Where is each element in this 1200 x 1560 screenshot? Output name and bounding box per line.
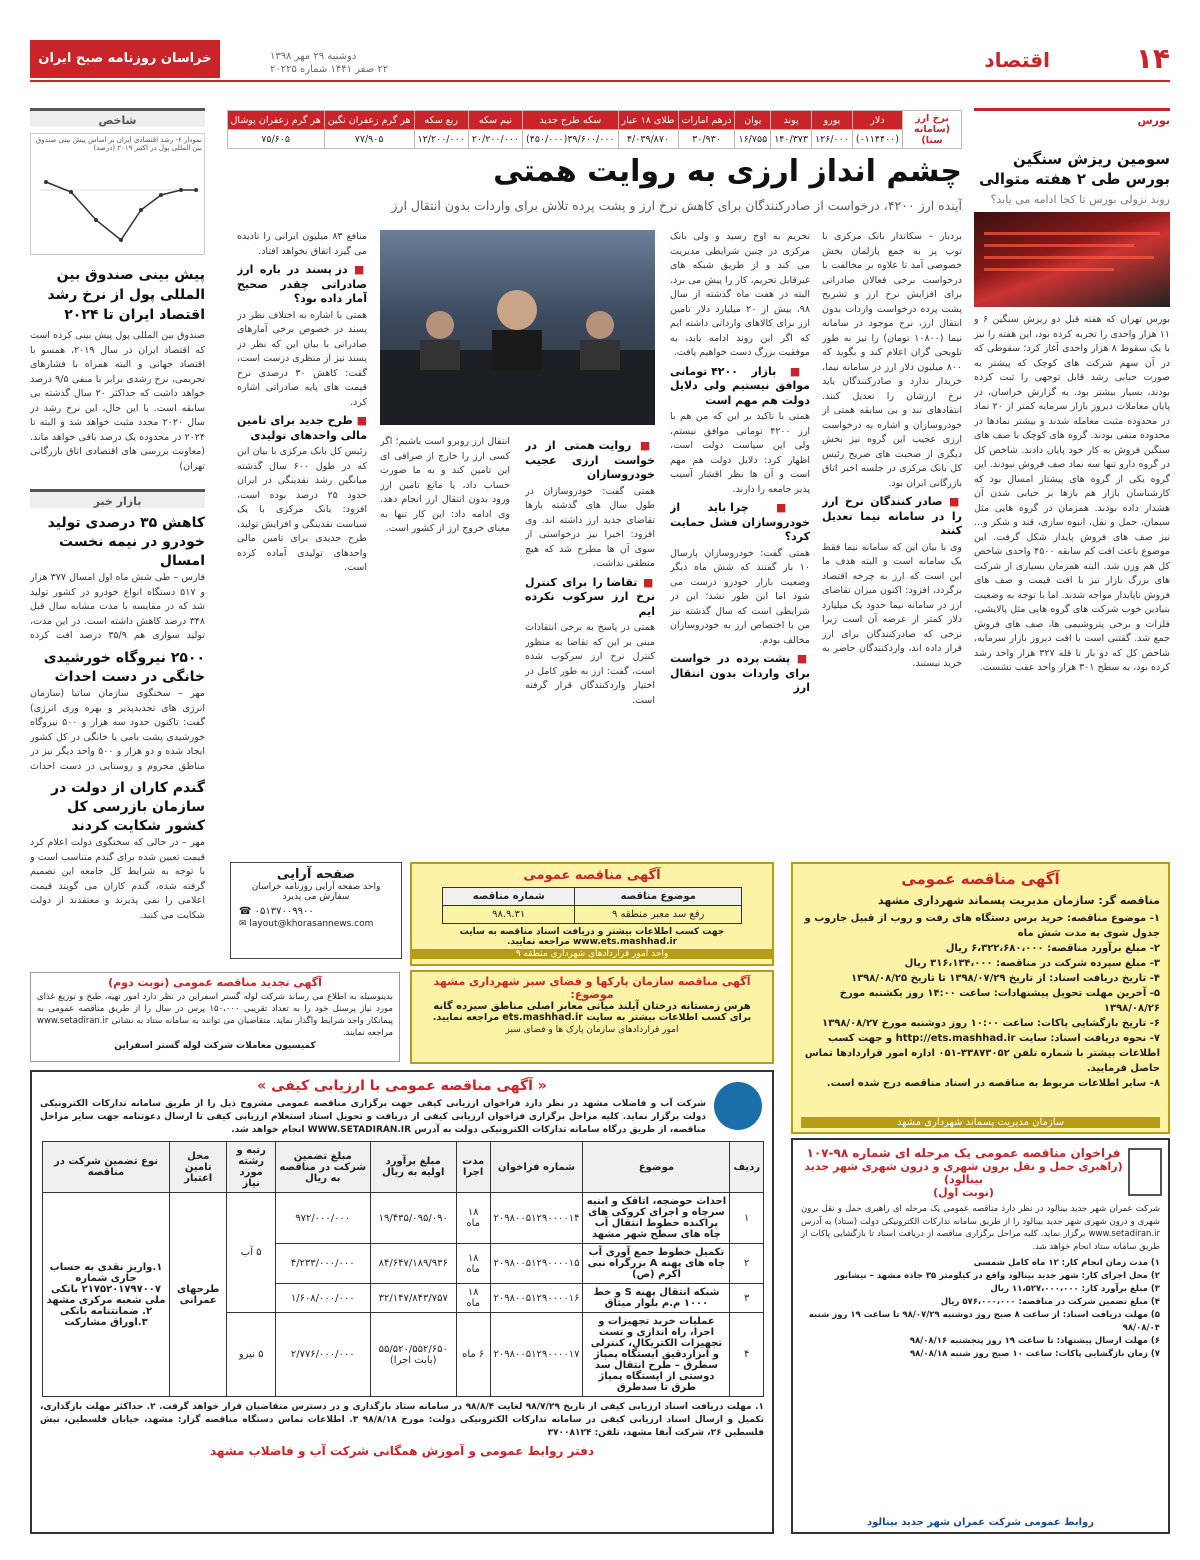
list-item: ۳) مبلغ برآورد کار: ۱۱،۵۲۷،۰۰۰،۰۰۰ ریال — [990, 1284, 1160, 1294]
main-col-4: انتقال ارز روبرو است باشیم؛ اگر کسی ارز را خارج از صرافی ای این تامین کند و به ما صورت حساب داد، یا مانع تامین ارز ورود بدون انتقال ارز انجام دهد. وی ادامه داد: این کار تنها به معنای خروج ارز از کشور است. — [380, 436, 510, 534]
water-table — [42, 1141, 764, 1397]
bourse-photo — [974, 212, 1170, 307]
wheat-body: مهر – در حالی که سخنگوی دولت اعلام کرد قیمت تعیین شده برای گندم متناسب است و با توجه به شرایط کل جامعه این تصمیم گرفته شده، گندم کاران می گویند قیمت اعلامی را نمی پذیرند و معتقدند از دولت شکایت می کنند. — [30, 837, 205, 921]
solar-headline: ۲۵۰۰ نیروگاه خورشیدی خانگی در دست احداث — [43, 650, 205, 685]
main-subheadline: آینده ارز ۴۲۰۰، درخواست از صادرکنندگان برای کاهش نرخ ارز و پشت پرده تلاش برای واردات بدون انتقال ارز — [391, 198, 962, 213]
car-headline: کاهش ۳۵ درصدی تولید خودرو در نیمه نخست امسال — [47, 515, 205, 569]
rate-value: ۷۷/۹۰۵ — [324, 130, 414, 149]
table-cell: ۱۸ ماه — [456, 1284, 490, 1313]
ad-layout-phone: ☎ ۰۵۱۳۷۰۰۹۹۰۰ — [239, 906, 314, 917]
page-number: ۱۴ — [1135, 42, 1170, 75]
ad-water-tender: « آگهی مناقصه عمومی با ارزیابی کیفی » شرکت آب و فاضلاب مشهد در نظر دارد فراخوان ارزیابی کیفی جهت برگزاری مناقصه عمومی مشروح ذیل را از طریق سامانه تدارکات الکترونیکی دولت برگزار نماید. کلیه مراحل برگزاری فراخوان ارزیابی کیفی از دریافت و تحویل اسناد استعلام ارزیابی کیفی تا ارسال دعوتنامه جهت سایر مراحل مناقصه، از طریق درگاه سامانه تدارکات الکترونیکی دولت به آدرس WWW.SETADIRAN.IR انجام خواهد شد. ردیف موضوع شماره فراخوان مدت اجرا مبلغ برآورد اولیه به ریال مبلغ تضمین شرکت در مناقصه به ریال رتبه و رشته مورد نیاز محل تامین اعتبار نوع تضمین شرکت در مناقصه ۱ احداث حوضچه، اتاقک و ابنیه سرچاه و اجرای کروکی های پراکنده خطوط انتقال آب چاه های سطح شهر مشهد ۲۰۹۸۰۰۵۱۲۹۰۰۰۰۱۴ ۱۸ ماه ۱۹/۴۳۵/۰۹۵/۰۹۰ ۹۷۲/۰۰۰/۰۰۰ ۵ آب طرحهای عمرانی ۱.واریز نقدی به حساب جاری شماره ۲۱۷۵۲۰۱۷۹۷۰۰۷ بانکی ملی شعبه مرکزی مشهد ۲. ضمانتنامه بانکی ۳.اوراق مشارکت ۲ تکمیل خطوط جمع آوری آب چاه های پهنه A بزرگراه نبی اکرم (ص) ۲۰۹۸۰۰۵۱۲۹۰۰۰۰۱۵ ۱۸ ماه ۸۴/۶۴۷/۱۸۹/۹۳۶ ۴/۲۳۳/۰۰۰/۰۰۰ ۳ شبکه انتقال پهنه S و خط ۱۰۰۰ م.م بلوار میثاق ۲۰۹۸۰۰۵۱۲۹۰۰۰۰۱۶ ۱۸ ماه ۳۲/۱۴۷/۸۴۳/۷۵۷ ۱/۶۰۸/۰۰۰/۰۰۰ ۴ عملیات خرید تجهیزات و اجرا، راه اندازی و تست تجهیزات الکتریکال، کنترلی و ابزاردقیق ایستگاه پمپاژ سطرق – طرح انتقال سد دوستی از ایستگاه پمپاژ طرق تا سدطرق ۲۰۹۸۰۰۵۱۲۹۰۰۰۰۱۷ ۶ ماه ۵۵/۵۲۰/۵۵۲/۶۵۰ (بابت اجرا) ۲/۷۷۶/۰۰۰/۰۰۰ ۵ نیرو ۱. مهلت دریافت اسناد ارزیابی کیفی از تاریخ ۹۸/۷/۲۹ لغایت ۹۸/۸/۴ در سامانه ستاد بارگذاری و در دسترس متقاضیان قرار خواهد گرفت. ۲. حداکثر مهلت بارگذاری، تکمیل و ارسال اسناد ارزیابی کیفی در سامانه تدارکات الکترونیکی دولت: مورخ ۹۸/۸/۱۸ ۳. اطلاعات تماس دستگاه مناقصه گزار: مشهد، خیابان فلسطین، نبش فلسطین ۲۶، شرکت آبفا مشهد، تلفن: ۳۷۰۰۸۱۲۴ دفتر روابط عمومی و آموزش همگانی شرکت آب و فاضلاب مشهد — [30, 1070, 774, 1534]
imf-body: صندوق بین المللی پول پیش بینی کرده است که اقتصاد ایران در سال ۲۰۱۹، همسو با اقتصاد جهانی و البته همراه با فشارهای تحریمی، نرخ رشدی برابر با منفی ۹/۵ درصد خواهد داشت که حداکثر ۲۰ سال گذشته بی سابقه است. با این حال، این نرخ رشد در سال ۲۰۲۰ مجدد مثبت خواهد شد و البته تا ۲۰۲۴ در محدوده یک درصد باقی خواهد ماند. (معاونت بررسی های اقتصادی اتاق بازرگانی تهران) — [30, 330, 205, 472]
growth-line-chart — [31, 160, 204, 250]
rate-value: ۳۹/۶۰۰/۰۰۰(۴۵۰/۰۰۰) — [523, 130, 619, 149]
list-item: ۷) زمان بازگشایی پاکات: ساعت ۱۰ صبح روز شنبه ۹۸/۰۸/۱۸ — [909, 1349, 1160, 1359]
ad-renew-tender: آگهی تجدید مناقصه عمومی (نوبت دوم) بدینوسیله به اطلاع می رساند شرکت لوله گستر اسفراین در نظر دارد امور تهیه، طبخ و توزیع غذای مورد نیاز پرسنل خود را به تعداد تقریبی ۱۵۰،۰۰۰ پرس در سال را از طریق مناقصه عمومی به پیمانکار واجد شرایط واگذار نماید. متقاضیان می توانند به سامانه ستاد به نشانی www.setadiran.ir مراجعه نمایند. کمیسیون معاملات شرکت لوله گستر اسفراین — [30, 972, 400, 1062]
table-cell: ۱.واریز نقدی به حساب جاری شماره ۲۱۷۵۲۰۱۷۹۷۰۰۷ بانکی ملی شعبه مرکزی مشهد ۲. ضمانتنامه بانکی ۳.اوراق مشارکت — [43, 1193, 170, 1397]
table-cell: طرحهای عمرانی — [170, 1193, 227, 1397]
list-item: ۷- نحوه دریافت اسناد: سایت http://ets.mashhad.ir و جهت کسب اطلاعات بیشتر با شماره تلفن ۳۳۸۷۳۰۵۲-۰۵۱ اداره امور قراردادها تماس حاصل فرمایید. — [804, 1033, 1160, 1074]
rate-header: ربع سکه — [414, 111, 468, 130]
rate-value: ۱۶/۷۵۵ — [735, 130, 771, 149]
rate-header: هر گرم زعفران نگین — [324, 111, 414, 130]
table-header: مبلغ برآورد اولیه به ریال — [370, 1142, 456, 1193]
growth-chart — [30, 133, 205, 255]
bourse-headline: سومین ریزش سنگین بورس طی ۲ هفته متوالی — [979, 150, 1170, 188]
table-header: مدت اجرا — [456, 1142, 490, 1193]
rate-header: درهم امارات — [678, 111, 735, 130]
list-item: ۴- تاریخ دریافت اسناد: از تاریخ ۱۳۹۸/۰۷/۲۹ تا تاریخ ۱۳۹۸/۰۸/۲۵ — [850, 973, 1160, 984]
table-cell: عملیات خرید تجهیزات و اجرا، راه اندازی و تست تجهیزات الکتریکال، کنترلی و ابزاردقیق ایستگاه پمپاژ سطرق – طرح انتقال سد دوستی از ایستگاه پمپاژ طرق تا سدطرق — [583, 1313, 730, 1397]
water-logo-icon — [714, 1082, 762, 1130]
rate-header: دلار — [852, 111, 902, 130]
table-cell: ۲۰۹۸۰۰۵۱۲۹۰۰۰۰۱۵ — [490, 1244, 583, 1284]
table-cell: احداث حوضچه، اتاقک و ابنیه سرچاه و اجرای کروکی های پراکنده خطوط انتقال آب چاه های سطح شهر مشهد — [583, 1193, 730, 1244]
newspaper-logo: خراسان روزنامه صبح ایران — [30, 40, 220, 78]
ad-tender-region9: آگهی مناقصه عمومی موضوع مناقصه شماره مناقصه رفع سد معبر منطقه ۹ ۹۸.۹.۳۱ جهت کسب اطلاعات بیشتر و دریافت اسناد مناقصه به سایت www.ets.mashhad.ir مراجعه نمایید. واحد امور قراردادهای شهرداری منطقه ۹ — [410, 862, 774, 966]
ad-tender-parks: آگهی مناقصه سازمان پارکها و فضای سبز شهرداری مشهد موضوع: هرس زمستانه درختان آیلند میانی معابر اصلی مناطق سیزده گانه برای کسب اطلاعات بیشتر به سایت ets.mashhad.ir مراجعه نمایید. امور قراردادهای سازمان پارک ها و فضای سبز — [410, 970, 774, 1064]
list-item: ۵- آخرین مهلت تحویل پیشنهادات: ساعت ۱۴:۰۰ روز یکشنبه مورخ ۱۳۹۸/۰۸/۲۶ — [839, 988, 1160, 1014]
main-col-5: منافع ۸۳ میلیون ایرانی را نادیده می گیرد اتفاق نخواهد افتاد. ■ دز پسند در باره ارز صادراتی چقدر صحیح آمار داده بود؟ همتی با اشاره به اختلاف نظر دز پسند در خصوص برخی آمارهای صادراتی با بیان این که نظر دز پسند نیز از منظری درست است، گفت: کاهش ۳۰ درصدی نرخ قیمت های پایه صادراتی اشاره کرد. ■ طرح جدید برای تامین مالی واحدهای تولیدی رئیس کل بانک مرکزی با بیان این که در طول ۶۰۰ سال گذشته میانگین رشد نقدینگی در ایران حدود ۲۵ درصد بوده است، افزود: بانک مرکزی با یک سیاست نقدینگی و افزایش تولید، طرح جدیدی برای تامین مالی واحدهای تولیدی آماده کرده است. — [237, 230, 367, 815]
rate-header: طلای ۱۸ عیار — [618, 111, 678, 130]
main-col-1: بردبار – سکاندار بانک مرکزی با توپ پر به جمع پارلمان بخش خصوصی آمد تا علاوه بر مخالفت با درخواست برخی فعالان صادراتی برای افزایش نرخ ارز و تشریح پشت پرده درخواست واردات بدون انتقال ارز، نرخ موجود در سامانه نیما (۱۰۸۰۰ تومان) را نیز به طور تلویحی گران اعلام کند و بگوید که ۸۰۰ میلیون دلار ارز در سامانه نیما، خریدار ندارد و صادرکنندگان باید نرخ ارزشان را تعدیل کنند. انتقادهای تند و بی سابقه همتی از خودروسازان و اشاره به درخواست ارزی عجیب این گروه نیز بخش دیگری از صحبت های صریح رئیس کل بانک مرکزی در جلسه اخیر اتاق بازرگانی ایران بود. ■ صادر کنندگان نرخ ارز را در سامانه نیما تعدیل کنند وی با بیان این که سامانه نیما فقط یک سامانه است و البته هدف ما این است که ارز به چرخه اقتصاد برگردد، افزود: اکنون میزان تقاضای ارز در سامانه نیما حدود یک میلیارد دلار کمتر از عرضه آن است زیرا نرخی که صادرکنندگان برای ارز قرار داده اند، واردکنندگان حاضر به خرید نیستند. — [822, 230, 962, 815]
rate-value: ۳۰/۹۳۰ — [678, 130, 735, 149]
main-col-2: تحریم به اوج رسید و ولی بانک مرکزی در چنین شرایطی مدیریت می کند و از طریق شبکه های غیرقابل تحریم، کار را پیش می برد. البته در هفت ماه گذشته از سال ۹۸، بیش از ۲۰ میلیارد دلار تامین ارز برای کالاهای وارداتی داشته ایم که اگر این روند ادامه یابد، به موفقیت بزرگ دست خواهیم یافت. ■ بازار ۴۲۰۰ تومانی موافق نیستیم ولی دلایل دولت هم مهم است همتی با تاکید بر این که من هم با ارز ۴۲۰۰ تومانی موافق نیستم، ولی این سیاست دولت است، اظهار کرد: دلایل دولت هم مهم است و آن ها نظر اقشار آسیب پذیر جامعه را دارند. ■ چرا باید از خودروسازان فشل حمایت کرد؟ همتی گفت: خودروسازان پارسال ۱۰ بار گفتند که شش ماه دیگر وضعیت بازار خودرو درست می شود اما این طور نشد؛ این در شرایطی است که سال گذشته نیز من با اختصاص ارز به خودروسازان مخالف بودم. ■ پشت پرده در خواست برای واردات بدون انتقال ارز — [670, 230, 810, 815]
rate-value: ۱۲۶/۰۰۰ — [812, 130, 853, 149]
currency-rates — [227, 110, 962, 149]
list-item: ۶) مهلت ارسال پیشنهاد: تا ساعت ۱۹ روز پنجشنبه ۹۸/۰۸/۱۶ — [909, 1336, 1160, 1346]
region9-table: موضوع مناقصه شماره مناقصه رفع سد معبر منطقه ۹ ۹۸.۹.۳۱ — [442, 887, 742, 924]
table-cell: ۱۹/۴۳۵/۰۹۵/۰۹۰ — [370, 1193, 456, 1244]
table-cell: ۲۰۹۸۰۰۵۱۲۹۰۰۰۰۱۶ — [490, 1284, 583, 1313]
table-cell: ۵۵/۵۲۰/۵۵۲/۶۵۰ (بابت اجرا) — [370, 1313, 456, 1397]
table-cell: ۲۰۹۸۰۰۵۱۲۹۰۰۰۰۱۴ — [490, 1193, 583, 1244]
ad-layout-service: صفحه آرایی واحد صفحه آرایی روزنامه خراسان سفارش می پذیرد ☎ ۰۵۱۳۷۰۰۹۹۰۰ ✉ layout@khorasannews.com — [230, 862, 402, 959]
table-cell: ۵ نیرو — [227, 1313, 275, 1397]
mail-icon: ✉ — [239, 919, 250, 929]
ad-layout-title: صفحه آرایی — [276, 867, 356, 882]
rate-header: یورو — [812, 111, 853, 130]
bourse-subheadline: روند نزولی بورس تا کجا ادامه می یابد؟ — [990, 193, 1170, 206]
list-item: ۸- سایر اطلاعات مربوط به مناقصه در اسناد مناقصه درج شده است. — [826, 1078, 1160, 1089]
index-tag: شاخص — [30, 108, 205, 127]
list-item: ۳- مبلغ سپرده شرکت در مناقصه: ۳۱۶،۱۳۴،۰۰۰ ریال — [904, 958, 1160, 969]
stock-board-icon — [974, 212, 1170, 307]
page-header — [30, 40, 1170, 82]
chart-caption: نمودار ۶- رشد اقتصادی ایران بر اساس پیش بینی صندوق بین المللی پول در اکتبر ۲۰۱۹ (درصد) — [35, 136, 202, 152]
bourse-tag: بورس — [974, 108, 1170, 127]
table-cell: ۵ آب — [227, 1193, 275, 1313]
table-cell: ۱/۶۰۸/۰۰۰/۰۰۰ — [275, 1284, 370, 1313]
ad-bus-tender: فراخوان مناقصه عمومی یک مرحله ای شماره ۹۸-۱۰۷ (راهبری حمل و نقل برون شهری و درون شهری شهر جدید بینالود) (نوبت اول) شرکت عمران شهر جدید بینالود در نظر دارد مناقصه عمومی یک مرحله ای راهبری حمل و نقل برون شهری و درون شهری شهر جدید بینالود را از طریق سامانه تدارکات الکترونیکی دولت (ستاد) به آدرس www.setadiran.ir برگزار نماید. کلیه مراحل برگزاری مناقصه از دریافت اسناد تا بازگشایی پاکات از طریق سامانه ستاد انجام خواهد شد. ۱) مدت زمان انجام کار: ۱۲ ماه کامل شمسی ۲) محل اجرای کار: شهر جدید بینالود واقع در کیلومتر ۳۵ جاده مشهد – نیشابور ۳) مبلغ برآورد کار: ۱۱،۵۲۷،۰۰۰،۰۰۰ ریال ۴) مبلغ تضمین شرکت در مناقصه: ۵۷۶،۰۰۰،۰۰۰ ریال ۵) مهلت دریافت اسناد: از ساعت ۸ صبح روز دوشنبه ۹۸/۰۷/۲۹ تا ساعت ۱۹ روز شنبه ۹۸/۰۸/۰۴ ۶) مهلت ارسال پیشنهاد: تا ساعت ۱۹ روز پنجشنبه ۹۸/۰۸/۱۶ ۷) زمان بازگشایی پاکات: ساعت ۱۰ صبح روز شنبه ۹۸/۰۸/۱۸ روابط عمومی شرکت عمران شهر جدید بینالود — [791, 1138, 1170, 1534]
rates-table — [227, 110, 962, 149]
table-cell: ۱۸ ماه — [456, 1244, 490, 1284]
bus-items — [801, 1257, 1160, 1361]
table-cell: ۳ — [730, 1284, 764, 1313]
table-header: نوع تضمین شرکت در مناقصه — [43, 1142, 170, 1193]
ad-layout-email: ✉ layout@khorasannews.com — [239, 919, 374, 929]
list-item: ۱- موضوع مناقصه: خرید برس دستگاه های رفت و روب از قبیل جاروب و جدول شوی به مدت شش ماه — [804, 913, 1160, 939]
table-cell: ۸۴/۶۴۷/۱۸۹/۹۳۶ — [370, 1244, 456, 1284]
list-item: ۶- تاریخ بازگشایی پاکات: ساعت ۱۰:۰۰ روز دوشنبه مورخ ۱۳۹۸/۰۸/۲۷ — [822, 1018, 1160, 1029]
list-item: ۱) مدت زمان انجام کار: ۱۲ ماه کامل شمسی — [973, 1258, 1160, 1268]
ad-tender-waste: آگهی مناقصه عمومی مناقصه گر: سازمان مدیریت پسماند شهرداری مشهد ۱- موضوع مناقصه: خرید برس دستگاه های رفت و روب از قبیل جاروب و جدول شوی به مدت شش ماه ۲- مبلغ برآورد مناقصه: ۶،۳۲۲،۶۸۰،۰۰۰ ریال ۳- مبلغ سپرده شرکت در مناقصه: ۳۱۶،۱۳۴،۰۰۰ ریال ۴- تاریخ دریافت اسناد: از تاریخ ۱۳۹۸/۰۷/۲۹ تا تاریخ ۱۳۹۸/۰۸/۲۵ ۵- آخرین مهلت تحویل پیشنهادات: ساعت ۱۴:۰۰ روز یکشنبه مورخ ۱۳۹۸/۰۸/۲۶ ۶- تاریخ بازگشایی پاکات: ساعت ۱۰:۰۰ روز دوشنبه مورخ ۱۳۹۸/۰۸/۲۷ ۷- نحوه دریافت اسناد: سایت http://ets.mashhad.ir و جهت کسب اطلاعات بیشتر با شماره تلفن ۳۳۸۷۳۰۵۲-۰۵۱ اداره امور قراردادها تماس حاصل فرمایید. ۸- سایر اطلاعات مربوط به مناقصه در اسناد مناقصه درج شده است. سازمان مدیریت پسماند شهرداری مشهد — [791, 862, 1170, 1134]
table-cell: ۱۸ ماه — [456, 1193, 490, 1244]
table-cell: ۲ — [730, 1244, 764, 1284]
table-cell: ۱ — [730, 1193, 764, 1244]
ministry-logo-icon — [1128, 1148, 1162, 1196]
date-block: دوشنبه ۲۹ مهر ۱۳۹۸ ۲۲ صفر ۱۴۴۱ شماره ۲۰۲۲۵ — [270, 51, 389, 75]
table-cell: ۶ ماه — [456, 1313, 490, 1397]
waste-items — [801, 911, 1160, 1091]
table-cell: ۴/۲۳۳/۰۰۰/۰۰۰ — [275, 1244, 370, 1284]
main-col-3: ■ روایت همتی از در خواست ارزی عجیب خودروسازان همتی گفت: خودروسازان در طول سال های گذشته بارها تقاضای جدید ارز داشته اند. وی افزود: اخیرا نیز درخواستی از سوی آن ها مطرح شد که هیچ منطقی نداشت. ■ تقاضا را برای کنترل نرخ ارز سرکوب نکرده ایم همتی در پاسخ به برخی انتقادات مبنی بر این که تقاضا به منظور کنترل نرخ ارز سرکوب شده است، گفت: ارز به طور کامل در اختیار واردکنندگان قرار گرفته است. — [525, 435, 655, 815]
conference-photo-icon — [380, 230, 655, 425]
table-cell: ۴ — [730, 1313, 764, 1397]
rate-value: ۱۴۰/۳۷۳ — [771, 130, 812, 149]
table-header: مبلغ تضمین شرکت در مناقصه به ریال — [275, 1142, 370, 1193]
main-headline: چشم انداز ارزی به روایت همتی — [493, 154, 962, 189]
bourse-body: بورس تهران که هفته قبل دو ریزش سنگین ۶ و ۱۱ هزار واحدی را تجربه کرده بود، این هفته را نیز با یک سقوط ۸ هزار واحدی آغاز کرد؛ سقوطی که در آن سهم شرکت های کوچک که پیشتر به صورت حبابی رشد قابل توجهی را ثبت کرده بودند، بسیار بیشتر بود. به گزارش خراسان، در پایان معاملات دیروز بازار سرمایه کمتر از ۲۰ نماد در محدوده مثبت معامله شدند و بیشتر نمادها در محدوده منفی بودند. گروه های کوچک با صف های سنگین فروش به کار خود پایان دادند. شاخص کل در گروه دارو تنها سه نماد صف فروش نبودند. این گروه یکی از گروه های پیشتاز امسال بود که کارشناسان بازار هم بارها بر حبابی شدن آن هشدار داده بودند. همزمان در گروه هایی مثل سیمان، حمل و نقل، انبوه سازی، قند و شکر و... نیز صف های فروش پایدار شکل گرفت. این موضوع باعث افت کم سابقه ۴۵۰۰ واحدی شاخص کل هم وزن شد. البته همزمان بسیاری از شرکت های بزرگ بازار نیز با افت قیمت و صف های فروش ناپایدار مواجه شدند. اما با توجه به وضعیت بنیادین خوب شرکت های گروه هایی مثل پالایشی، فلزات و برخی پتروشیمی ها، صف های فروش جمع شد. گفتنی است با افت دیروز بازار سرمایه، شاخص کل که دو بار تا قله ۳۲۷ هزار واحد رشد کرده بود، به سطح ۳۰۱ هزار واحد عقب نشست. — [974, 314, 1170, 673]
table-header: ردیف — [730, 1142, 764, 1193]
wheat-headline: گندم کاران از دولت در سازمان بازرسی کل کشور شکایت کردند — [51, 780, 205, 834]
table-cell: ۲۰۹۸۰۰۵۱۲۹۰۰۰۰۱۷ — [490, 1313, 583, 1397]
table-header: شماره فراخوان — [490, 1142, 583, 1193]
table-cell: ۹۷۲/۰۰۰/۰۰۰ — [275, 1193, 370, 1244]
solar-body: مهر – سخنگوی سازمان ساتبا (سازمان انرژی های تجدیدپذیر و بهره وری انرژی) گفت: تاکنون حدود سه هزار و ۵۰۰ نیروگاه خورشیدی پشت بامی یا خانگی در کل کشور ایجاد شده و دو هزار و ۵۰۰ واحد دیگر نیز در مناطق محروم و روستایی در دست احداث — [30, 688, 205, 772]
market-news-tag: بازار خبر — [30, 489, 205, 508]
table-header: رتبه و رشته مورد نیاز — [227, 1142, 275, 1193]
table-cell: ۲/۷۷۶/۰۰۰/۰۰۰ — [275, 1313, 370, 1397]
phone-icon: ☎ — [239, 906, 255, 917]
left-column — [30, 108, 205, 966]
list-item: ۴) مبلغ تضمین شرکت در مناقصه: ۵۷۶،۰۰۰،۰۰۰ ریال — [940, 1297, 1160, 1307]
rate-value: ۲۰/۲۰۰/۰۰۰ — [468, 130, 522, 149]
rate-value: ۱۲/۲۰۰/۰۰۰ — [414, 130, 468, 149]
car-body: فارس – طی شش ماه اول امسال ۳۷۷ هزار و ۵۱۷ دستگاه انواع خودرو در کشور تولید شد که در مقایسه با مدت مشابه سال قبل ۳۴۸ درصد کاهش داشته است. در این مدت، تولید سواری هم ۳۵/۹ درصد افت کرده — [30, 572, 205, 641]
rate-header: یوان — [735, 111, 771, 130]
rate-header: سکه طرح جدید — [523, 111, 619, 130]
rates-label: نرخ ارز (سامانه سنا) — [903, 111, 962, 149]
table-cell: تکمیل خطوط جمع آوری آب چاه های پهنه A بزرگراه نبی اکرم (ص) — [583, 1244, 730, 1284]
imf-headline: پیش بینی صندوق بین المللی پول از نرخ رشد اقتصاد ایران تا ۲۰۲۴ — [47, 267, 205, 323]
list-item: ۲- مبلغ برآورد مناقصه: ۶،۳۲۲،۶۸۰،۰۰۰ ریال — [945, 943, 1160, 954]
list-item: ۵) مهلت دریافت اسناد: از ساعت ۸ صبح روز دوشنبه ۹۸/۰۷/۲۹ تا ساعت ۱۹ روز شنبه ۹۸/۰۸/۰۴ — [808, 1310, 1160, 1333]
table-header: محل تامین اعتبار — [170, 1142, 227, 1193]
table-row — [43, 1193, 764, 1244]
main-photo — [380, 230, 655, 425]
rate-value: ۴/۰۳۹/۸۷۰ — [618, 130, 678, 149]
rate-header: هر گرم زعفران پوشال — [227, 111, 324, 130]
rate-header: نیم سکه — [468, 111, 522, 130]
rate-value: ۷۵/۶۰۵ — [227, 130, 324, 149]
section-title: اقتصاد — [984, 48, 1050, 72]
rate-header: پوند — [771, 111, 812, 130]
table-header: موضوع — [583, 1142, 730, 1193]
list-item: ۲) محل اجرای کار: شهر جدید بینالود واقع در کیلومتر ۳۵ جاده مشهد – نیشابور — [834, 1271, 1160, 1281]
table-cell: ۳۲/۱۴۷/۸۴۳/۷۵۷ — [370, 1284, 456, 1313]
rate-value: (۰۱۱۴۴۰۰) — [852, 130, 902, 149]
table-cell: شبکه انتقال پهنه S و خط ۱۰۰۰ م.م بلوار میثاق — [583, 1284, 730, 1313]
